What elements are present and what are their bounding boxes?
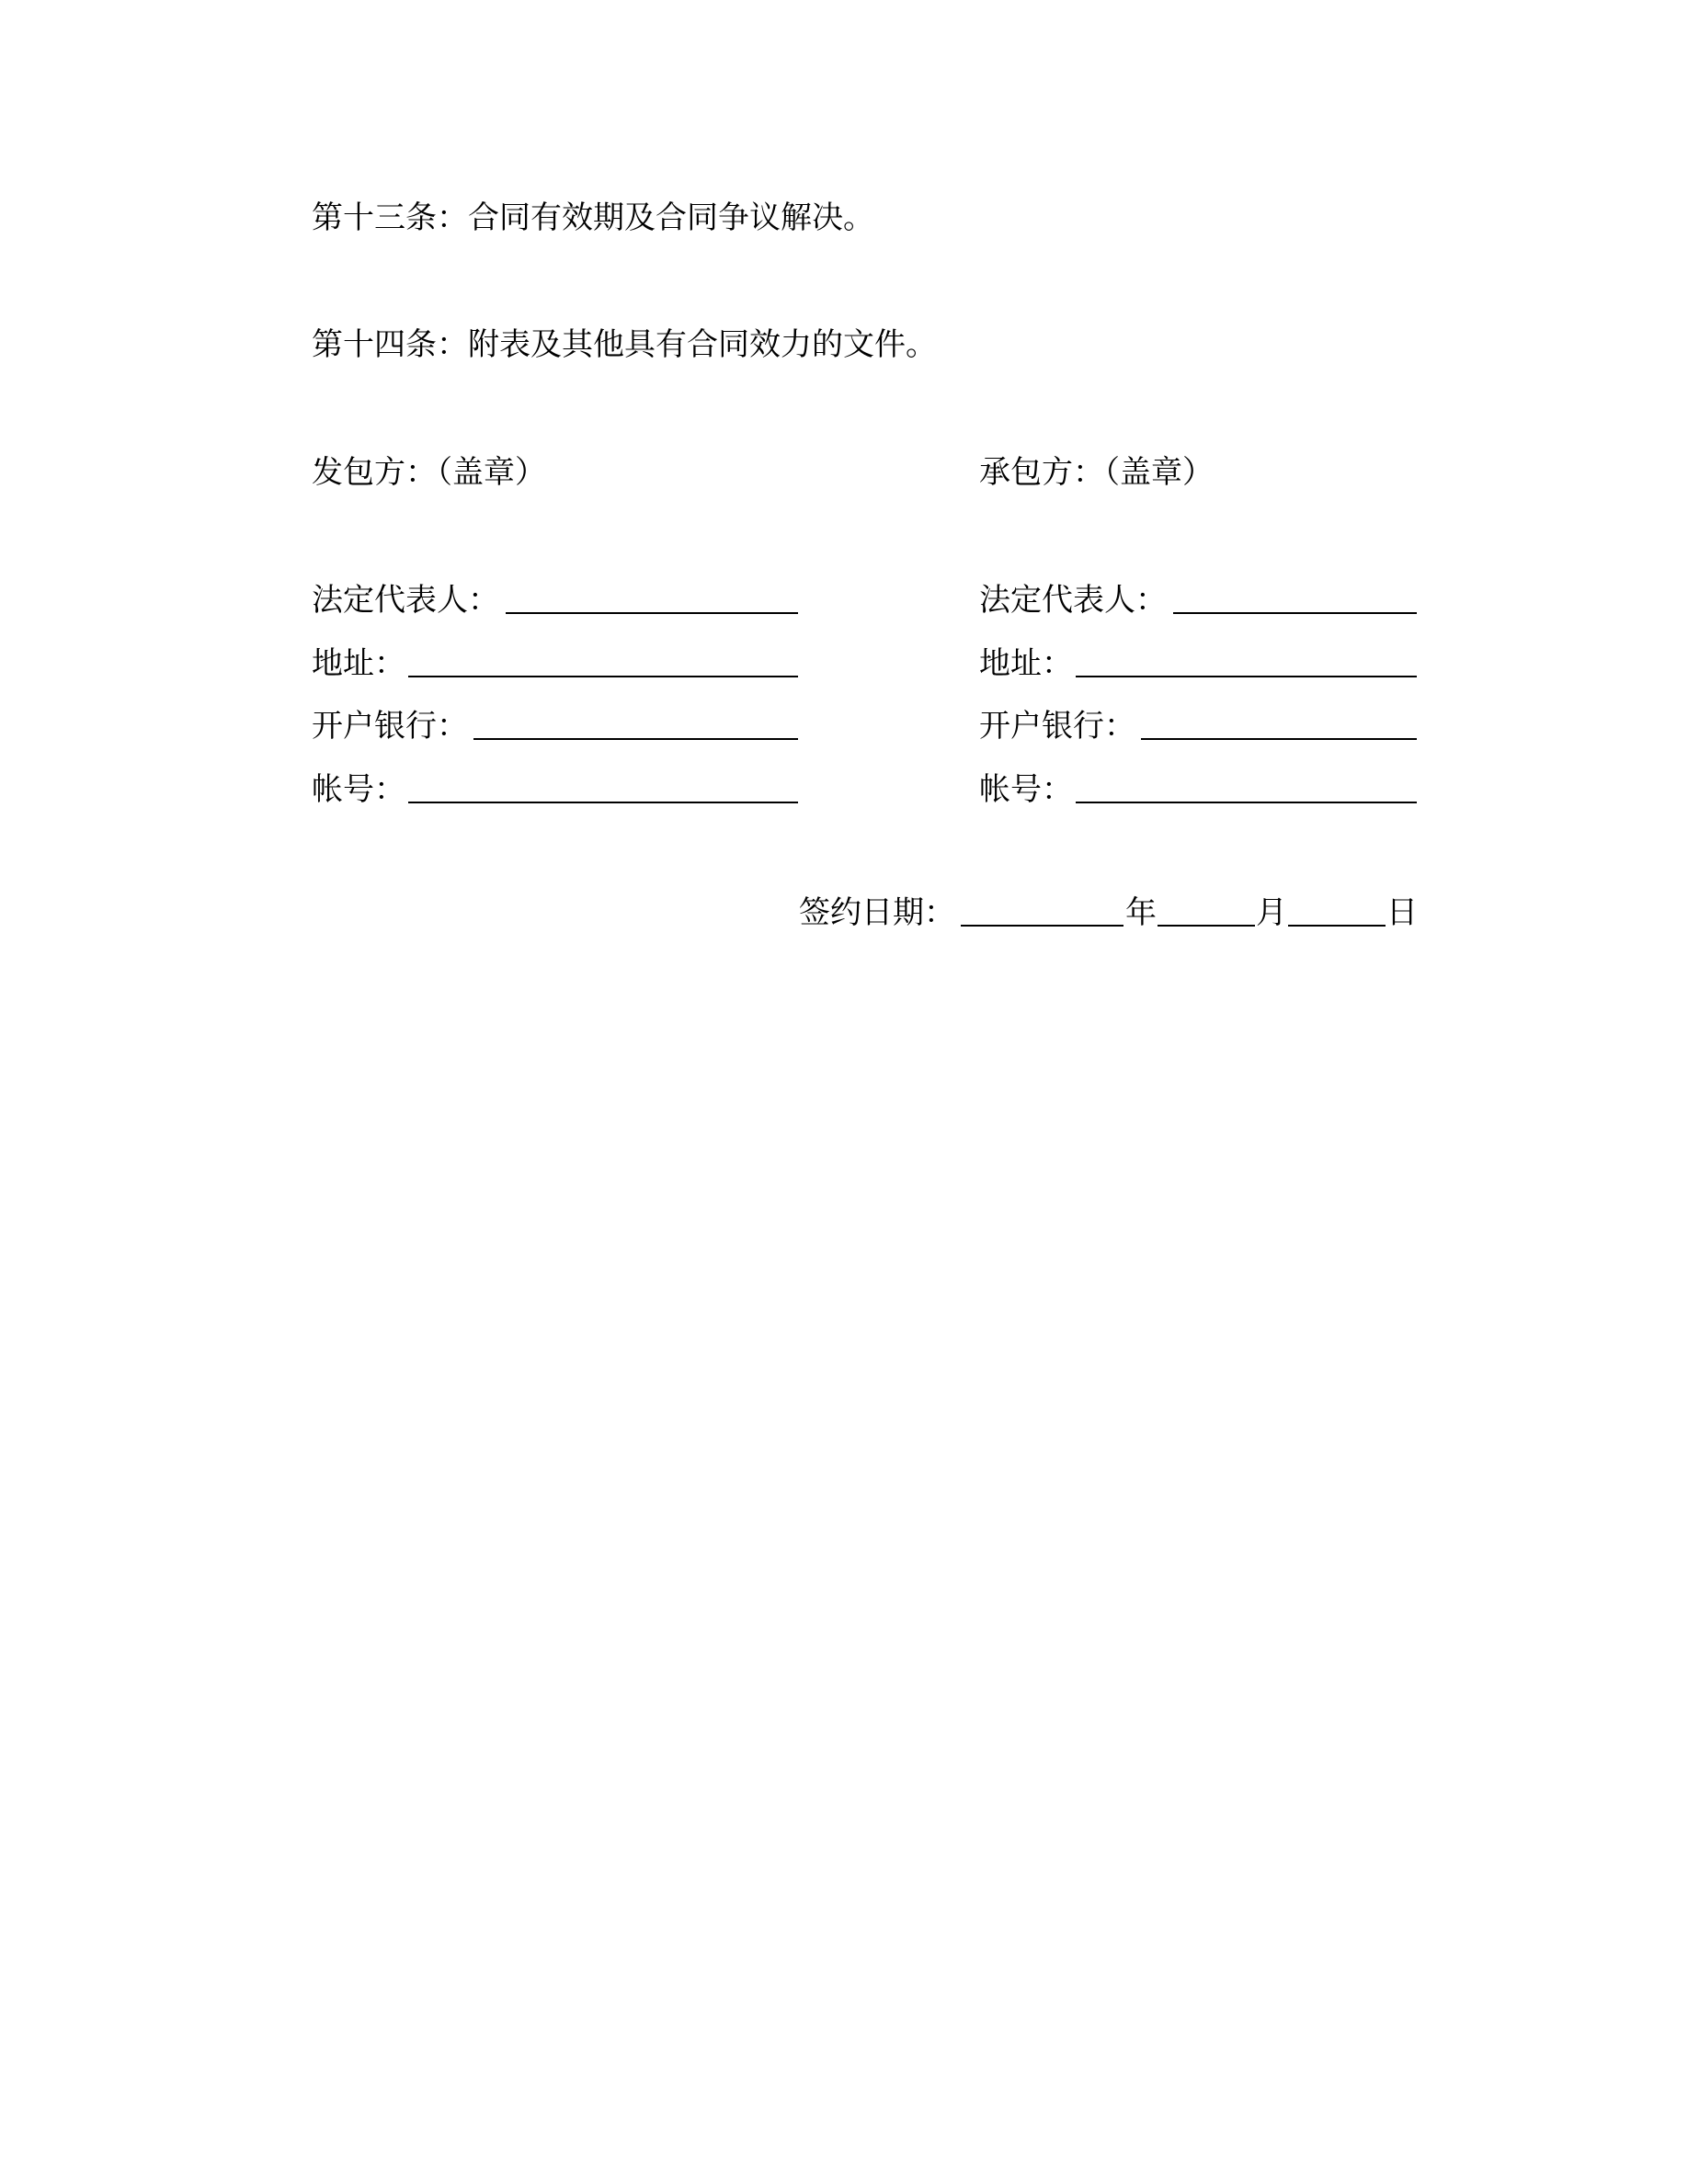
party-b-legal-rep-blank: [1173, 612, 1417, 614]
party-a-account-blank: [408, 802, 798, 803]
party-a-title: 发包方：（盖章）: [312, 454, 546, 491]
party-b-legal-rep-label: 法定代表人：: [979, 582, 1167, 619]
party-a-address-label: 地址：: [312, 645, 405, 682]
signing-day-label: 日: [1386, 894, 1418, 931]
party-b-account-blank: [1076, 802, 1417, 803]
signing-month-blank: [1158, 925, 1255, 927]
signing-year-label: 年: [1125, 894, 1157, 931]
signing-month-label: 月: [1256, 894, 1287, 931]
signing-date-label: 签约日期：: [799, 894, 955, 931]
party-b-title: 承包方：（盖章）: [979, 454, 1214, 491]
signing-day-blank: [1288, 925, 1386, 927]
party-a-legal-rep-label: 法定代表人：: [312, 582, 499, 619]
clause-14: 第十四条：附表及其他具有合同效力的文件。: [312, 326, 937, 363]
party-a-address-blank: [408, 676, 798, 677]
party-a-account-label: 帐号：: [312, 771, 405, 808]
party-b-bank-blank: [1141, 738, 1417, 740]
party-b-address-blank: [1076, 676, 1417, 677]
party-b-address-label: 地址：: [979, 645, 1073, 682]
party-b-bank-label: 开户银行：: [979, 708, 1135, 745]
party-a-legal-rep-blank: [506, 612, 798, 614]
party-a-bank-label: 开户银行：: [312, 708, 468, 745]
party-b-account-label: 帐号：: [979, 771, 1073, 808]
clause-13: 第十三条：合同有效期及合同争议解决。: [312, 199, 874, 236]
signing-year-blank: [961, 925, 1123, 927]
party-a-bank-blank: [473, 738, 798, 740]
